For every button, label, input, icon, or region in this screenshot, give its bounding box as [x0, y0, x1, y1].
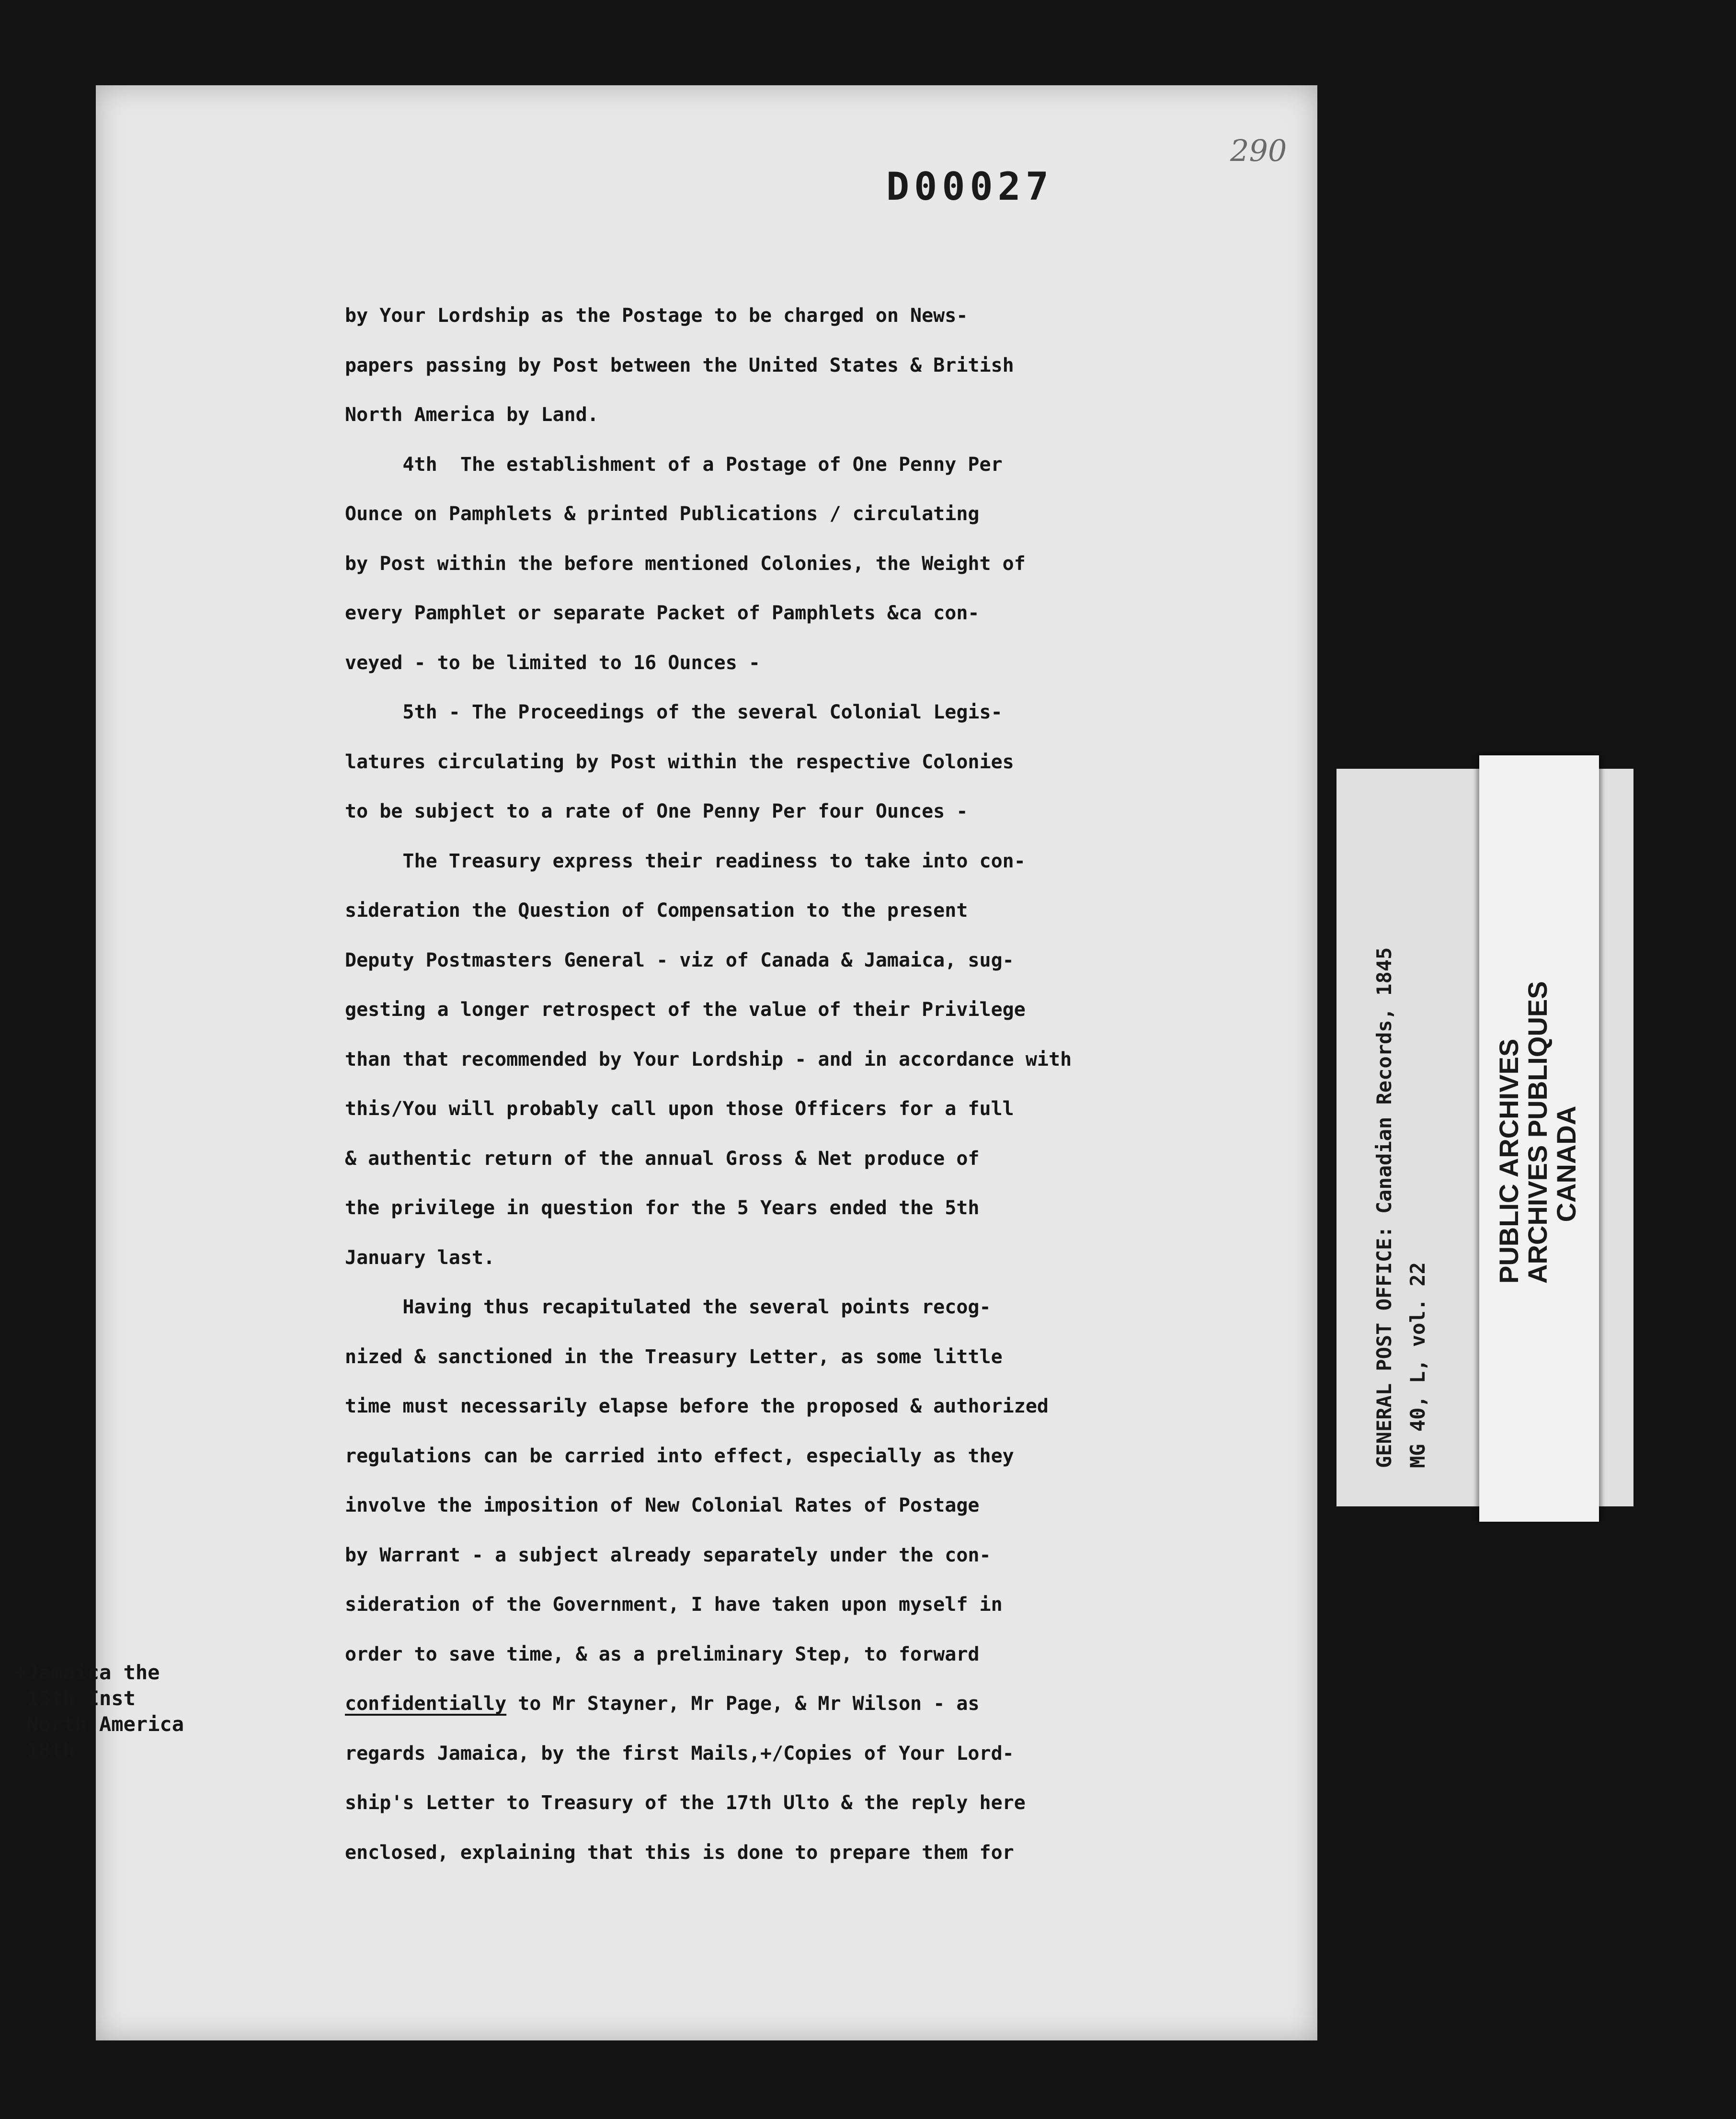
margin-annotation: +Jamaica the 15th Inst North America 18th [14, 1661, 184, 1762]
body-line: to Mr Stayner, Mr Page, & Mr Wilson - as [506, 1693, 980, 1715]
body-line: regards Jamaica, by the first Mails,+/Copies of Your Lord- [345, 1742, 1014, 1765]
body-line: the privilege in question for the 5 Years ended the 5th [345, 1197, 980, 1219]
archives-country: CANADA [1551, 1105, 1581, 1222]
body-line: The Treasury express their readiness to take into con- [345, 850, 1026, 872]
document-id-stamp: D00027 [886, 164, 1053, 209]
body-line: every Pamphlet or separate Packet of Pamphlets &ca con- [345, 602, 980, 624]
body-line: enclosed, explaining that this is done to prepare them for [345, 1841, 1014, 1864]
body-line: to be subject to a rate of One Penny Per four Ounces - [345, 800, 968, 822]
archives-name-en: PUBLIC ARCHIVES [1494, 1038, 1524, 1284]
letter-body [345, 291, 1303, 1878]
gpo-volume-reference: MG 40, L, vol. 22 [1406, 1262, 1429, 1468]
body-line: 4th The establishment of a Postage of One Penny Per [345, 453, 1003, 476]
body-line: regulations can be carried into effect, especially as they [345, 1445, 1014, 1467]
body-line: sideration the Question of Compensation to the present [345, 900, 968, 922]
gpo-record-title: GENERAL POST OFFICE: Canadian Records, 1845 [1372, 947, 1396, 1468]
body-line: nized & sanctioned in the Treasury Letter, as some little [345, 1345, 1003, 1368]
body-line: this/You will probably call upon those Officers for a full [345, 1098, 1014, 1120]
body-line: order to save time, & as a preliminary Step, to forward [345, 1643, 980, 1665]
handwritten-page-number: 290 [1230, 133, 1287, 168]
body-line: time must necessarily elapse before the proposed & authorized [345, 1395, 1049, 1417]
body-line: involve the imposition of New Colonial Rates of Postage [345, 1494, 980, 1516]
document-page [96, 85, 1317, 2040]
archives-name-fr: ARCHIVES PUBLIQUES [1522, 981, 1553, 1284]
archive-label [1336, 769, 1633, 1506]
body-line: veyed - to be limited to 16 Ounces - [345, 651, 760, 674]
body-line: by Warrant - a subject already separately under the con- [345, 1544, 991, 1566]
body-line: & authentic return of the annual Gross & Net produce of [345, 1147, 980, 1170]
body-line: ship's Letter to Treasury of the 17th Ulto & the reply here [345, 1792, 1026, 1814]
body-line: by Post within the before mentioned Colonies, the Weight of [345, 552, 1026, 575]
body-line: than that recommended by Your Lordship - and in accordance with [345, 1048, 1072, 1071]
body-line: by Your Lordship as the Postage to be charged on News- [345, 305, 968, 327]
body-line: Ounce on Pamphlets & printed Publications / circulating [345, 503, 980, 525]
body-line: January last. [345, 1246, 495, 1269]
body-line: North America by Land. [345, 404, 599, 426]
body-line: 5th - The Proceedings of the several Colonial Legis- [345, 701, 1003, 723]
body-line: gesting a longer retrospect of the value of their Privilege [345, 999, 1026, 1021]
body-line: papers passing by Post between the United States & British [345, 354, 1014, 376]
body-line: latures circulating by Post within the respective Colonies [345, 751, 1014, 773]
body-line: Deputy Postmasters General - viz of Canada & Jamaica, sug- [345, 949, 1014, 971]
body-line: sideration of the Government, I have taken upon myself in [345, 1594, 1003, 1616]
underlined-word: confidentially [345, 1693, 507, 1715]
body-line: Having thus recapitulated the several points recog- [345, 1296, 991, 1318]
